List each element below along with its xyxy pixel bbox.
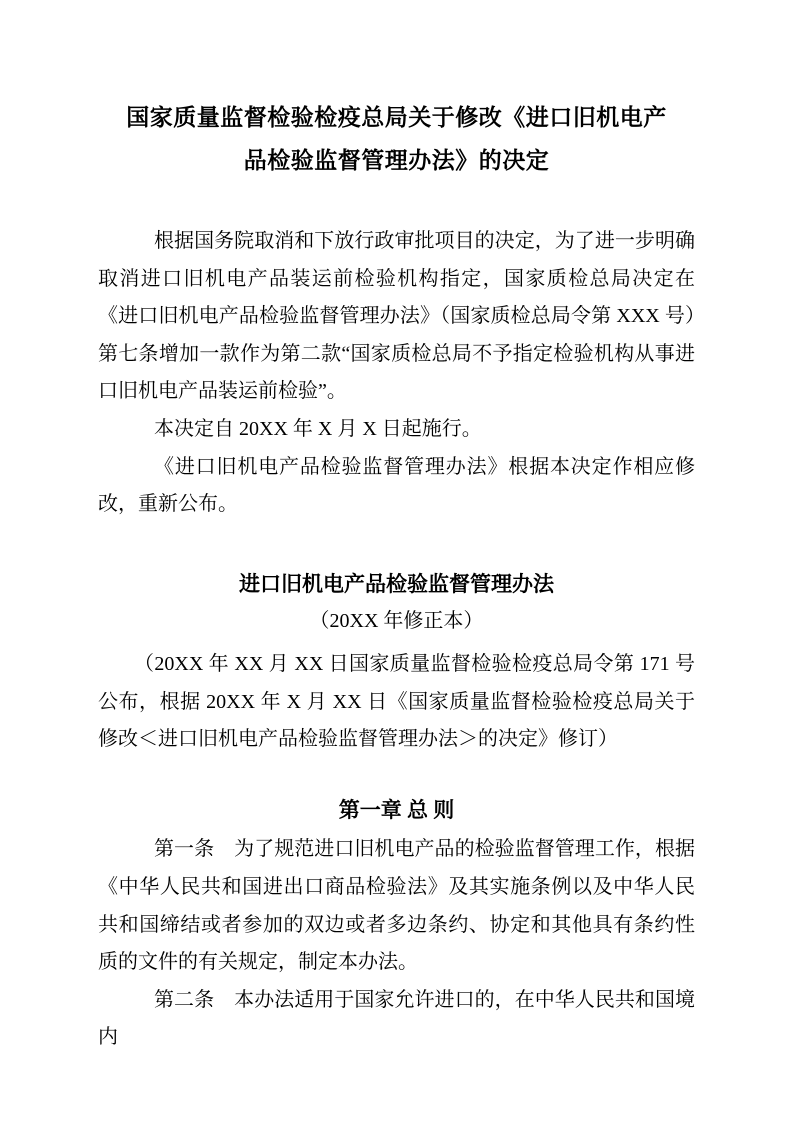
measures-revision-note: （20XX 年修正本） (309, 610, 484, 633)
measures-promulgation-note: （20XX 年 XX 月 XX 日国家质量监督检验检疫总局令第 171 号公布，根据 20XX 年 X 月 XX 日《国家质量监督检验检疫总局关于修改＜进口旧机电产品检验监督管理办法＞的决定》修订） (98, 652, 695, 751)
chapter1-article-1: 第一条 为了规范进口旧机电产品的检验监督管理工作，根据《中华人民共和国进出口商品检验法》及其实施条例以及中华人民共和国缔结或者参加的双边或者多边条约、协定和其他具有条约性质的文件的有关规定，制定本办法。 (98, 838, 695, 974)
measures-title: 进口旧机电产品检验监督管理办法 (239, 571, 554, 596)
decision-paragraph-1: 根据国务院取消和下放行政审批项目的决定，为了进一步明确取消进口旧机电产品装运前检验机构指定，国家质检总局决定在《进口旧机电产品检验监督管理办法》（国家质检总局令第 XXX 号）第七条增加一款作为第二款“国家质检总局不予指定检验机构从事进口旧机电产品装运前检验”。 (98, 230, 695, 403)
decision-title: 国家质量监督检验检疫总局关于修改《进口旧机电产品检验监督管理办法》的决定 (126, 105, 667, 173)
chapter1-heading: 第一章 总 则 (338, 797, 455, 822)
decision-paragraph-3: 《进口旧机电产品检验监督管理办法》根据本决定作相应修改，重新公布。 (98, 455, 695, 516)
decision-paragraph-2: 本决定自 20XX 年 X 月 X 日起施行。 (154, 417, 482, 440)
chapter1-article-2: 第二条 本办法适用于国家允许进口的，在中华人民共和国境内 (98, 988, 695, 1049)
